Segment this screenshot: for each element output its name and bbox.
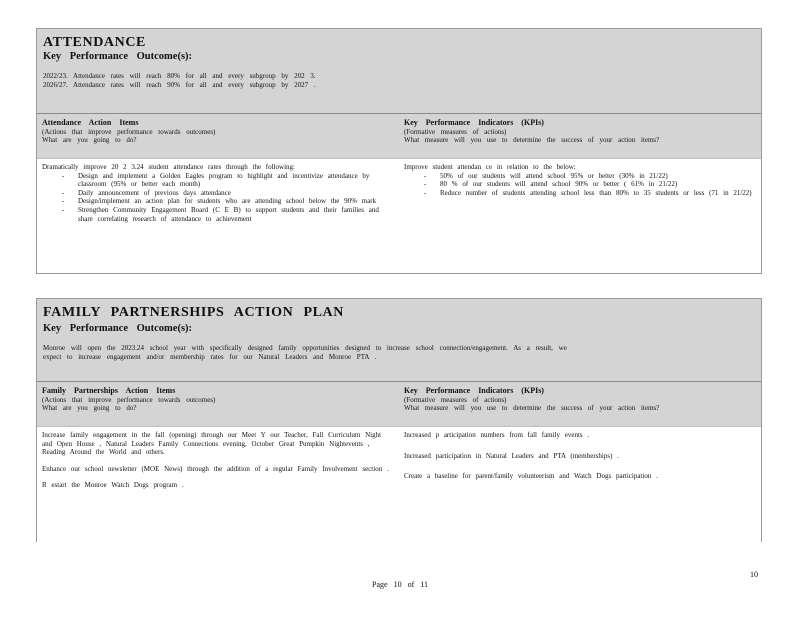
family-kpi-cell bbox=[399, 427, 761, 502]
family-action-item: Enhance our school newsletter (MOE News) through the addition of a regular Family Involvement section . bbox=[42, 464, 389, 473]
attendance-actions-title: Attendance Action Items bbox=[42, 118, 139, 127]
family-outcome-line-1: Monroe will open the 2023.24 school year with specifically designed family opportunities designed to increase school connection/engagement. As a result, we bbox=[43, 344, 567, 352]
family-actions-header bbox=[37, 382, 399, 426]
attendance-actions-intro: Dramatically improve 20 2 3.24 student attendance rates through the following: bbox=[42, 163, 295, 171]
attendance-header bbox=[37, 29, 761, 113]
attendance-body bbox=[37, 159, 761, 227]
attendance-actions-note-2: What are you going to do? bbox=[42, 136, 137, 144]
family-column-headers bbox=[37, 381, 761, 427]
family-outcome-line-2: expect to increase engagement and/or membership rates for our Natural Leaders and Monroe PTA . bbox=[43, 353, 377, 361]
attendance-actions-cell bbox=[37, 159, 399, 227]
list-item: - Design/implement an action plan for students who are attending school below the 90% mark bbox=[78, 197, 394, 206]
family-actions-note-1: (Actions that improve performance towards outcomes) bbox=[42, 396, 216, 404]
family-actions-cell bbox=[37, 427, 399, 502]
attendance-kpi-cell bbox=[399, 159, 761, 227]
family-partnerships-section bbox=[36, 298, 762, 542]
family-actions-note-2: What are you going to do? bbox=[42, 404, 137, 412]
attendance-actions-note-1: (Actions that improve performance towards outcomes) bbox=[42, 128, 216, 136]
list-item: - Strengthen Community Engagement Board (C E B) to support students and their families and share correlating research of attendance to achievement bbox=[78, 206, 394, 223]
family-kpo-label: Key Performance Outcome(s): bbox=[43, 323, 193, 334]
family-kpi-title: Key Performance Indicators (KPIs) bbox=[404, 386, 544, 395]
family-action-item: R estart the Monroe Watch Dogs program . bbox=[42, 481, 184, 490]
family-body bbox=[37, 427, 761, 502]
page-number: Page 10 of 11 bbox=[372, 580, 428, 589]
family-actions-title: Family Partnerships Action Items bbox=[42, 386, 176, 395]
family-kpi-item: Increased participation in Natural Leaders and PTA (memberships) . bbox=[404, 451, 619, 460]
attendance-outcome-1: 2022/23. Attendance rates will reach 80% for all and every subgroup by 202 3. bbox=[43, 72, 316, 80]
attendance-kpo-label: Key Performance Outcome(s): bbox=[43, 51, 193, 62]
corner-page-number: 10 bbox=[750, 570, 758, 579]
attendance-title: ATTENDANCE bbox=[43, 35, 146, 50]
attendance-actions-list bbox=[42, 172, 394, 224]
family-kpi-note-1: (Formative measures of actions) bbox=[404, 396, 507, 404]
attendance-kpi-intro: Improve student attendan ce in relation to the below: bbox=[404, 163, 576, 171]
attendance-kpi-title: Key Performance Indicators (KPIs) bbox=[404, 118, 544, 127]
attendance-actions-header bbox=[37, 114, 399, 158]
family-kpi-header bbox=[399, 382, 761, 426]
list-item: - 50% of our students will attend school 95% or better (30% in 21/22) bbox=[440, 172, 756, 181]
family-kpi-note-2: What measure will you use to determine the success of your action items? bbox=[404, 404, 660, 412]
attendance-outcome-2: 2026/27. Attendance rates will reach 90% for all and every subgroup by 2027 . bbox=[43, 81, 316, 89]
attendance-kpi-header bbox=[399, 114, 761, 158]
family-action-item: Increase family engagement in the fall (opening) through our Meet Y our Teacher, Fall Curriculum Night and Open House , Natural Leaders Family Connections evening, October Great Pumpkin Nightevents , Reading Around the World and others. bbox=[42, 431, 382, 457]
list-item: - 80 % of our students will attend school 90% or better ( 61% in 21/22) bbox=[440, 180, 756, 189]
attendance-column-headers bbox=[37, 113, 761, 159]
list-item: - Reduce number of students attending school less than 80% to 35 students or less (71 in 21/22) bbox=[440, 189, 756, 198]
list-item: - Daily announcement of previous days attendance bbox=[78, 189, 394, 198]
family-kpi-item: Increased p articipation numbers from fall family events . bbox=[404, 431, 590, 439]
list-item: - Design and implement a Golden Eagles program to highlight and incentivize attendance by classroom (95% or better each month) bbox=[78, 172, 394, 189]
attendance-kpi-note-1: (Formative measures of actions) bbox=[404, 128, 507, 136]
family-header bbox=[37, 299, 761, 381]
attendance-kpi-note-2: What measure will you use to determine the success of your action items? bbox=[404, 136, 660, 144]
family-kpi-item: Create a baseline for parent/family volunteerism and Watch Dogs participation . bbox=[404, 472, 658, 481]
attendance-kpi-list bbox=[404, 172, 756, 198]
family-title: FAMILY PARTNERSHIPS ACTION PLAN bbox=[43, 305, 344, 320]
attendance-section bbox=[36, 28, 762, 274]
